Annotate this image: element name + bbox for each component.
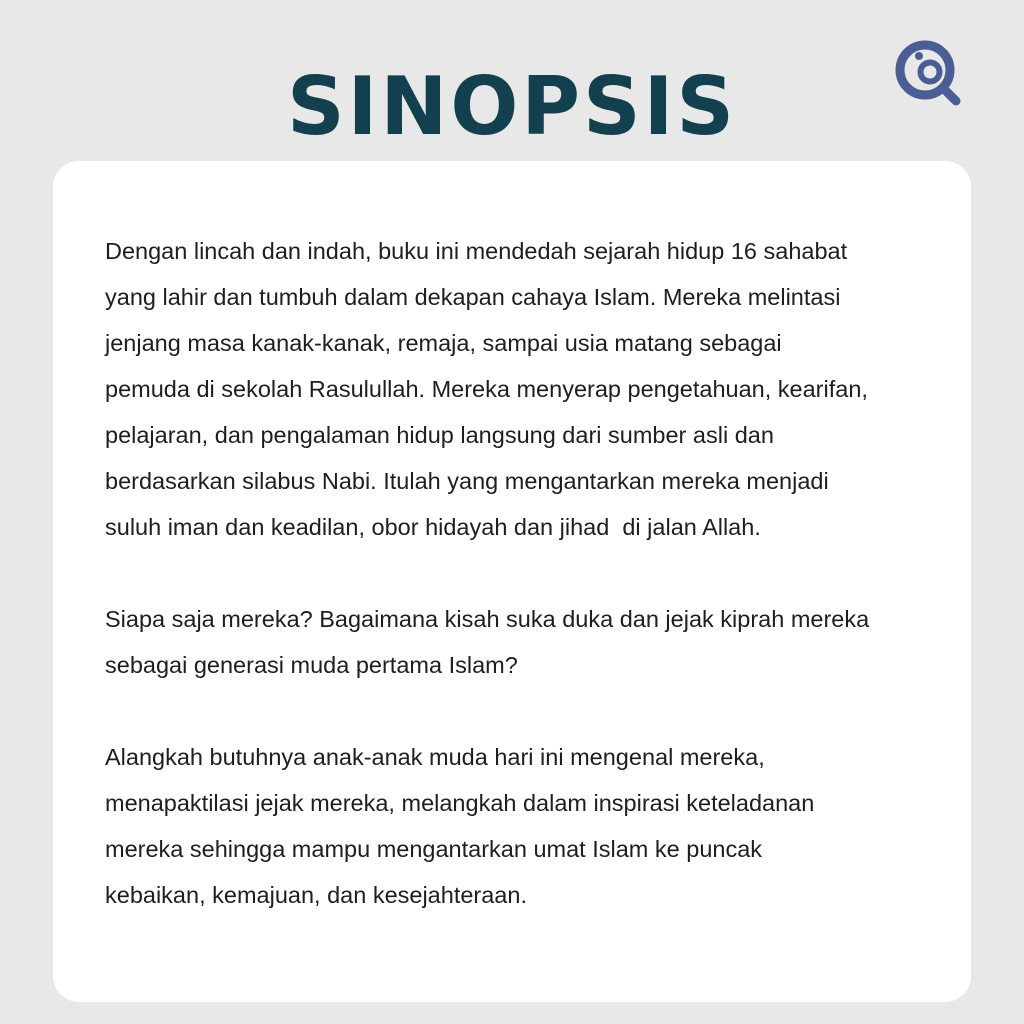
paragraph-line: sebagai generasi muda pertama Islam? <box>105 652 518 678</box>
paragraph-line: jenjang masa kanak-kanak, remaja, sampai usia matang sebagai <box>105 330 782 356</box>
paragraph-line: suluh iman dan keadilan, obor hidayah dan jihad di jalan Allah. <box>105 514 761 540</box>
paragraph-line: Siapa saja mereka? Bagaimana kisah suka duka dan jejak kiprah mereka <box>105 606 870 632</box>
paragraph-line: Alangkah butuhnya anak-anak muda hari ini mengenal mereka, <box>105 744 765 770</box>
page-title: SINOPSIS <box>287 60 737 153</box>
paragraph-line: pelajaran, dan pengalaman hidup langsung dari sumber asli dan <box>105 422 774 448</box>
paragraph-line: yang lahir dan tumbuh dalam dekapan cahaya Islam. Mereka melintasi <box>105 284 841 310</box>
synopsis-paragraph-3 <box>105 734 945 918</box>
paragraph-line: kebaikan, kemajuan, dan kesejahteraan. <box>105 882 527 908</box>
paragraph-line: pemuda di sekolah Rasulullah. Mereka menyerap pengetahuan, kearifan, <box>105 376 868 402</box>
search-magnifier-logo-icon <box>893 37 963 107</box>
paragraph-line: berdasarkan silabus Nabi. Itulah yang mengantarkan mereka menjadi <box>105 468 829 494</box>
paragraph-line: menapaktilasi jejak mereka, melangkah dalam inspirasi keteladanan <box>105 790 815 816</box>
synopsis-paragraph-1 <box>105 228 945 550</box>
synopsis-paragraph-2 <box>105 596 945 688</box>
paragraph-line: Dengan lincah dan indah, buku ini mendedah sejarah hidup 16 sahabat <box>105 238 848 264</box>
paragraph-line: mereka sehingga mampu mengantarkan umat Islam ke puncak <box>105 836 763 862</box>
